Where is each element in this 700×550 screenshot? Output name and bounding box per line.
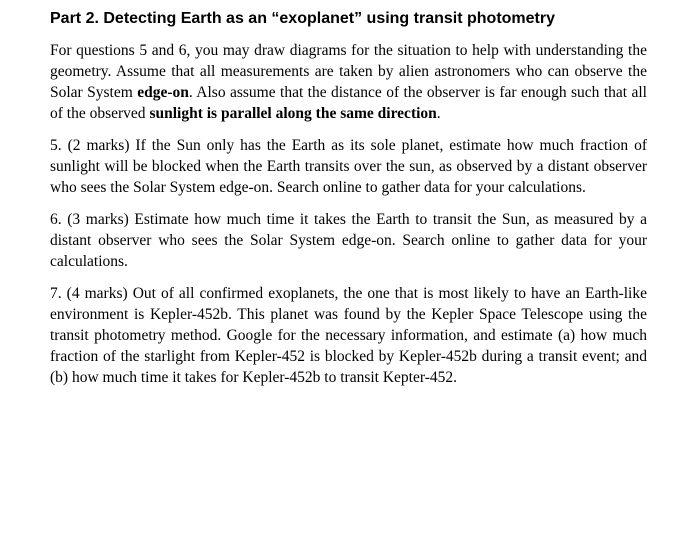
intro-bold-edge-on: edge-on bbox=[137, 84, 189, 101]
question-6: 6. (3 marks) Estimate how much time it takes the Earth to transit the Sun, as measured by a distant observer who sees the Solar System edge-on. Search online to gather data for your calculations. bbox=[50, 211, 647, 270]
intro-text-3: . bbox=[436, 105, 441, 122]
question-7: 7. (4 marks) Out of all confirmed exoplanets, the one that is most likely to have an Earth-like environment is Kepler-452b. This planet was found by the Kepler Space Telescope using the transit photometry method. Google for the necessary information, and estimate (a) how much fraction of the starlight from Kepler-452 is blocked by Kepler-452b during a transit event; and (b) how much time it takes for Kepler-452b to transit Kepter-452. bbox=[50, 285, 647, 386]
intro-bold-sunlight: sunlight is parallel along the same direction bbox=[149, 105, 437, 122]
intro-paragraph bbox=[50, 40, 647, 124]
section-heading: Part 2. Detecting Earth as an “exoplanet” using transit photometry bbox=[50, 10, 555, 27]
question-5: 5. (2 marks) If the Sun only has the Earth as its sole planet, estimate how much fraction of sunlight will be blocked when the Earth transits over the sun, as observed by a distant observer who sees the Solar System edge-on. Search online to gather data for your calculations. bbox=[50, 137, 647, 196]
document-page bbox=[50, 8, 647, 399]
intro-text-1: For questions 5 and 6, you may draw diagrams for the situation to help with understanding the geometry. Assume that all measurements are taken by alien astronomers who can observe the Solar System bbox=[50, 42, 647, 101]
intro-text-2: . Also assume that the distance of the observer is far enough such that all of the observed bbox=[50, 84, 647, 122]
